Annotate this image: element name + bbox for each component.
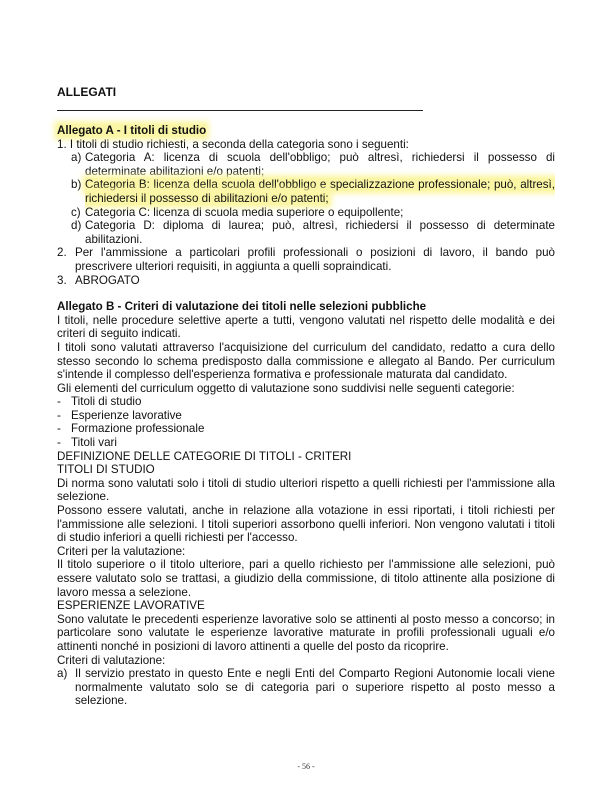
list-marker: a): [57, 667, 68, 681]
list-item-text: Formazione professionale: [71, 422, 205, 436]
list-item-text: Titoli di studio: [71, 395, 142, 409]
numbered-point-3: [57, 274, 555, 288]
section-heading: ESPERIENZE LAVORATIVE: [57, 599, 205, 613]
criteria-label: Criteri per la valutazione:: [57, 544, 186, 558]
paragraph: Possono essere valutati, anche in relazione alla votazione in essi riportati, i titoli richiesti per l'ammissione alle selezioni. I titoli superiori assorbono quelli inferiori. Non vengono valutati i titoli di studio inferiori a quelli richiesti per l'accesso.: [57, 504, 555, 545]
dash-marker: -: [57, 436, 61, 450]
page-heading: ALLEGATI: [57, 85, 117, 99]
allegato-a-intro: 1. I titoli di studio richiesti, a seconda della categoria sono i seguenti:: [57, 137, 409, 151]
heading-underline: [57, 110, 423, 111]
list-item-text: Titoli vari: [71, 436, 117, 450]
document-body: [57, 124, 555, 708]
section-heading: TITOLI DI STUDIO: [57, 463, 155, 477]
paragraph: I titoli, nelle procedure selettive aperte a tutti, vengono valutati nel rispetto delle modalità e dei criteri di seguito indicati.: [57, 313, 555, 341]
point-text: ABROGATO: [75, 273, 140, 287]
paragraph: I titoli sono valutati attraverso l'acquisizione del curriculum del candidato, redatto a cura dello stesso secondo lo schema predisposto dalla commissione e allegato al Bando. Per curriculum s'intende il complesso dell'esperienza formativa e professionale maturata dal candidato.: [57, 340, 555, 382]
list-item: [57, 395, 555, 409]
list-item: [57, 151, 555, 178]
numbered-point-2: [57, 246, 555, 273]
section-heading: DEFINIZIONE DELLE CATEGORIE DI TITOLI - CRITERI: [57, 449, 352, 463]
allegato-a-title: Allegato A - I titoli di studio: [57, 124, 207, 137]
point-text: Per l'ammissione a particolari profili professionali o posizioni di lavoro, il bando può prescrivere ulteriori requisiti, in aggiunta a quelli sopraindicati.: [75, 246, 555, 273]
paragraph: Il titolo superiore o il titolo ulteriore, pari a quello richiesto per l'ammissione alle selezioni, può essere valutato solo se trattasi, a giudizio della commissione, di titolo attinente alla posizione di lavoro messa a selezione.: [57, 558, 555, 599]
paragraph: Sono valutate le precedenti esperienze lavorative solo se attinenti al posto messo a concorso; in particolare sono valutate le esperienze lavorative maturate in profili professionali uguali e/o attinenti nonché in posizioni di lavoro attinenti a quelle del posto da ricoprire.: [57, 612, 555, 653]
list-marker: d): [71, 219, 82, 233]
list-marker: b): [71, 178, 82, 192]
dash-marker: -: [57, 422, 61, 436]
point-marker: 3.: [57, 273, 67, 287]
list-item-text: Categoria B: licenza della scuola dell'obbligo e specializzazione professionale; può, altresì, richiedersi il possesso di abilitazioni e/o patenti;: [85, 178, 555, 205]
list-item-text: Categoria D: diploma di laurea; può, altresì, richiedersi il possesso di determinate abilitazioni.: [85, 219, 555, 246]
paragraph: Di norma sono valutati solo i titoli di studio ulteriori rispetto a quelli richiesti per l'ammissione alla selezione.: [57, 476, 555, 504]
list-item: [57, 219, 555, 246]
page-number: - 56 -: [297, 762, 315, 771]
list-item-highlighted: [57, 178, 555, 205]
list-item-text: Esperienze lavorative: [71, 408, 182, 422]
dash-marker: -: [57, 395, 61, 409]
list-item-text: Categoria C: licenza di scuola media superiore o equipollente;: [85, 205, 404, 219]
point-marker: 2.: [57, 246, 67, 260]
list-item: [57, 422, 555, 436]
criteria-label: Criteri di valutazione:: [57, 653, 166, 667]
list-item-text: Il servizio prestato in questo Ente e negli Enti del Comparto Regioni Autonomie locali viene normalmente valutato solo se di categoria pari o superiore rispetto al posto messo a selezione.: [75, 667, 555, 708]
list-item: [57, 436, 555, 450]
list-item: [57, 667, 555, 708]
list-item: [57, 409, 555, 423]
dash-marker: -: [57, 408, 61, 422]
paragraph: Gli elementi del curriculum oggetto di valutazione sono suddivisi nelle seguenti categorie:: [57, 381, 515, 395]
allegato-b-title: Allegato B - Criteri di valutazione dei titoli nelle selezioni pubbliche: [57, 300, 427, 314]
curriculum-categories: [57, 395, 555, 449]
category-list: [57, 151, 555, 246]
list-marker: c): [71, 205, 81, 219]
list-item-text: Categoria A: licenza di scuola dell'obbligo; può altresì, richiedersi il possesso di determinate abilitazioni e/o patenti;: [85, 151, 555, 178]
list-marker: a): [71, 151, 82, 165]
list-item: [57, 206, 555, 220]
